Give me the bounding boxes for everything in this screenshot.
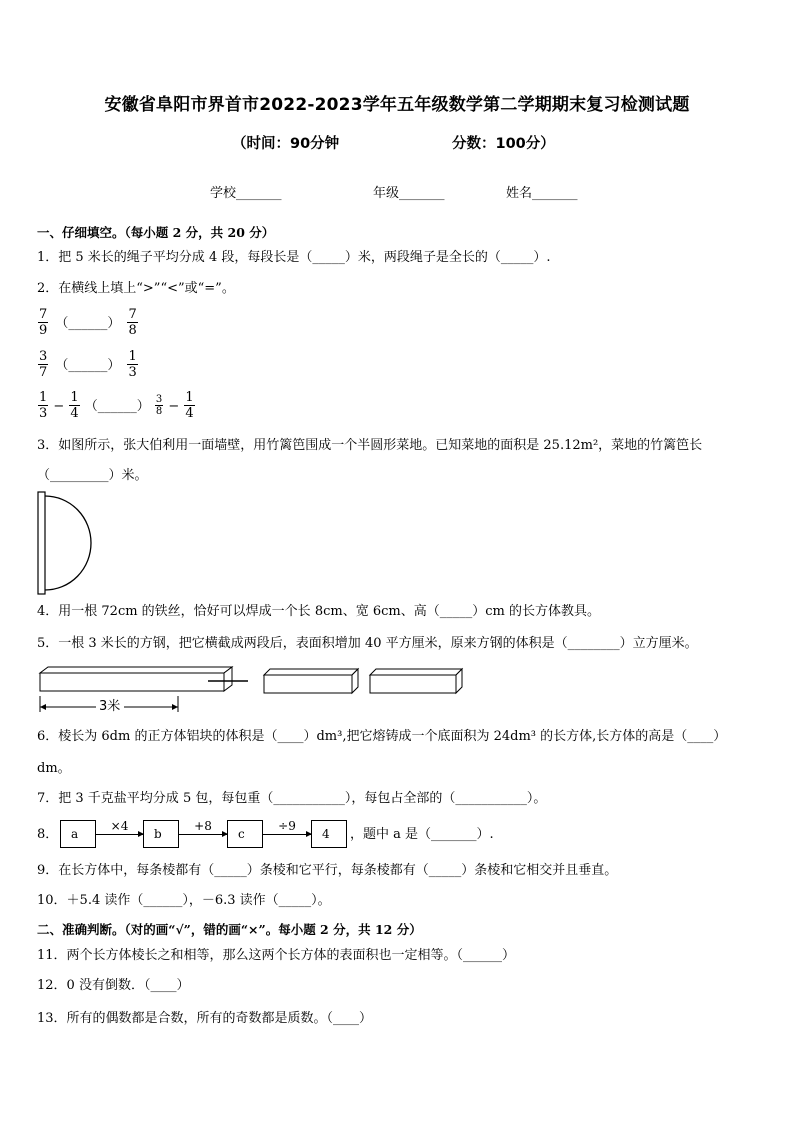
semicircle-arc bbox=[45, 496, 91, 590]
bar-length-label: 3米 bbox=[99, 699, 121, 714]
section-1-heading: 一、仔细填空。（每小题 2 分，共 20 分） bbox=[37, 225, 275, 240]
fraction: $\frac{1}{3}$ bbox=[39, 390, 48, 421]
question-6-line-2: dm。 bbox=[37, 761, 71, 776]
q2-row-1 bbox=[38, 307, 138, 338]
section-2-heading: 二、准确判断。（对的画“√”，错的画“×”。每小题 2 分，共 12 分） bbox=[37, 922, 422, 937]
piece2-top bbox=[370, 669, 462, 675]
score-info: 分数：100分） bbox=[452, 136, 555, 152]
answer-blank: （______） bbox=[55, 316, 121, 331]
question-2: 2．在横线上填上“>”“<”或“=”。 bbox=[37, 281, 235, 296]
flow-arrow bbox=[179, 834, 227, 835]
wall-rect bbox=[38, 492, 45, 594]
fraction: $\frac{7}{8}$ bbox=[128, 307, 137, 338]
flow-box-c: c bbox=[227, 820, 263, 848]
flow-box-b: b bbox=[143, 820, 179, 848]
grade-field: 年级_______ bbox=[373, 186, 445, 201]
fraction: $\frac{1}{4}$ bbox=[70, 390, 79, 421]
bar-top bbox=[40, 667, 232, 673]
answer-blank: （______） bbox=[84, 399, 150, 414]
name-field: 姓名_______ bbox=[506, 186, 578, 201]
flow-arrow bbox=[96, 834, 143, 835]
question-4: 4．用一根 72cm 的铁丝，恰好可以焊成一个长 8cm、宽 6cm、高（_____）cm 的长方体教具。 bbox=[37, 604, 600, 619]
flow-op-times: ×4 bbox=[110, 819, 129, 833]
answer-blank: （______） bbox=[55, 358, 121, 373]
dim-arrow-right bbox=[172, 704, 178, 710]
bar-front bbox=[40, 673, 224, 691]
question-5: 5．一根 3 米长的方钢，把它横截成两段后，表面积增加 40 平方厘米，原来方钢的体积是（________）立方厘米。 bbox=[37, 636, 698, 651]
question-11: 11．两个长方体棱长之和相等，那么这两个长方体的表面积也一定相等。（______） bbox=[37, 948, 516, 963]
minus-sign: − bbox=[53, 399, 65, 414]
question-10: 10．＋5.4 读作（______），－6.3 读作（_____）。 bbox=[37, 893, 331, 908]
flow-arrow bbox=[263, 834, 311, 835]
piece1-top bbox=[264, 669, 358, 675]
question-3-line-1: 3．如图所示，张大伯利用一面墙壁，用竹篱笆围成一个半圆形菜地。已知菜地的面积是 25.12m²，菜地的竹篱笆长 bbox=[37, 438, 703, 453]
fraction: $\frac{3}{7}$ bbox=[39, 349, 48, 380]
fraction: $\frac{7}{9}$ bbox=[39, 307, 48, 338]
question-6-line-1: 6．棱长为 6dm 的正方体铝块的体积是（____）dm³,把它熔铸成一个底面积为 24dm³ 的长方体,长方体的高是（____） bbox=[37, 729, 727, 744]
question-8-label: 8． bbox=[37, 827, 59, 842]
fraction: $\frac{1}{3}$ bbox=[128, 349, 137, 380]
minus-sign: − bbox=[168, 399, 180, 414]
page-title: 安徽省阜阳市界首市2022-2023学年五年级数学第二学期期末复习检测试题 bbox=[104, 95, 690, 115]
piece1-front bbox=[264, 675, 352, 693]
q2-row-3 bbox=[38, 390, 195, 421]
flow-op-plus: +8 bbox=[194, 819, 212, 833]
question-13: 13．所有的偶数都是合数，所有的奇数都是质数。（____） bbox=[37, 1011, 373, 1026]
question-12: 12．0 没有倒数．（____） bbox=[37, 978, 190, 993]
question-9: 9．在长方体中，每条棱都有（_____）条棱和它平行，每条棱都有（_____）条棱和它相交并且垂直。 bbox=[37, 863, 618, 878]
school-field: 学校_______ bbox=[210, 186, 282, 201]
flow-op-divide: ÷9 bbox=[278, 819, 296, 833]
flow-box-result: 4 bbox=[311, 820, 347, 848]
question-1: 1．把 5 米长的绳子平均分成 4 段，每段长是（_____）米，两段绳子是全长的（_____）. bbox=[37, 250, 551, 265]
semicircle-garden-figure bbox=[36, 490, 96, 598]
dim-arrow-left bbox=[40, 704, 46, 710]
fraction: $\frac{3}{8}$ bbox=[155, 394, 163, 417]
q2-row-2 bbox=[38, 349, 138, 380]
time-info: （时间：90分钟 bbox=[232, 136, 340, 152]
piece2-front bbox=[370, 675, 456, 693]
question-3-line-2: （_________）米。 bbox=[37, 468, 148, 483]
question-8-tail: ，题中 a 是（_______）. bbox=[350, 827, 494, 842]
question-7: 7．把 3 千克盐平均分成 5 包，每包重（___________），每包占全部的（___________）。 bbox=[37, 791, 547, 806]
fraction: $\frac{1}{4}$ bbox=[185, 390, 194, 421]
flow-box-a: a bbox=[60, 820, 96, 848]
